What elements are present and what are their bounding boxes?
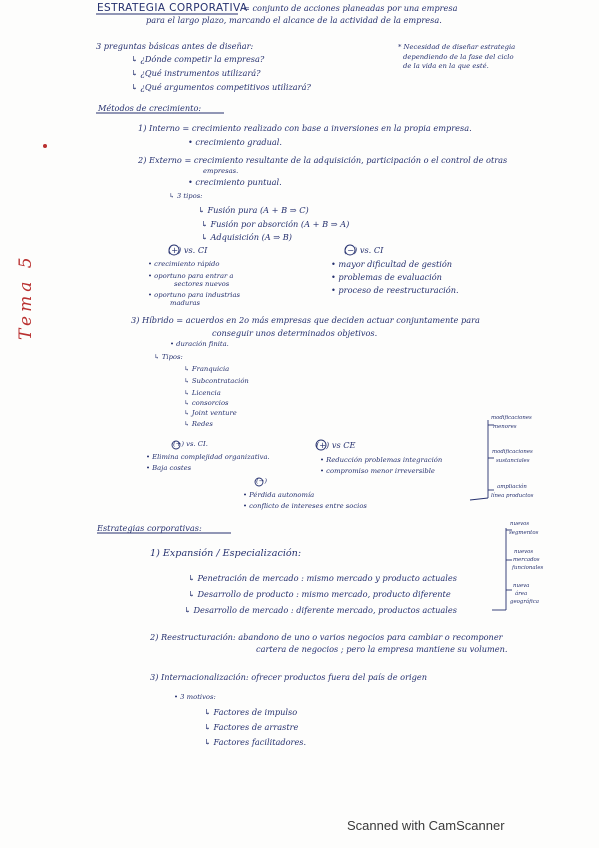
strategy-1c: ↳ Desarrollo de mercado : diferente mercado, productos actuales (184, 605, 457, 615)
strategies-heading: Estrategias corporativas: (97, 523, 202, 533)
cons-item-1: • mayor dificultad de gestión (331, 259, 453, 269)
cons-item-2: • problemas de evaluación (331, 272, 442, 282)
strategy-1a: ↳ Penetración de mercado : mismo mercado y producto actuales (188, 573, 457, 583)
external-type-3: ↳ Adquisición (A ⇒ B) (201, 232, 292, 242)
right-note-6-cont2: geográfica (510, 599, 539, 605)
right-note-5: nuevos (514, 549, 534, 555)
right-note-6-cont: área (515, 591, 528, 597)
right-note-5-cont2: funcionales (512, 565, 544, 571)
hybrid-type-2: ↳ Subcontratación (184, 377, 249, 385)
right-note-2: modificaciones (492, 449, 533, 455)
strategy-1: 1) Expansión / Especialización: (150, 548, 302, 559)
hybrid-duration: • duración finita. (170, 340, 229, 348)
external-growth: • crecimiento puntual. (188, 177, 282, 187)
hybrid-type-5: ↳ Joint venture (184, 409, 237, 417)
question-1: ↳ ¿Dónde competir la empresa? (131, 54, 265, 64)
plus-circle-3 (316, 440, 326, 450)
motive-1: ↳ Factores de impulso (204, 707, 298, 717)
side-note-line-2: dependiendo de la fase del ciclo (403, 53, 514, 61)
methods-heading: Métodos de crecimiento: (98, 103, 202, 113)
strategy-2-cont: cartera de negocios ; pero la empresa mantiene su volumen. (256, 644, 508, 654)
pros-item-1: • crecimiento rápido (148, 260, 220, 268)
pros-item-3-cont: maduras (170, 299, 201, 307)
cons-heading: (−) vs. CI (344, 245, 384, 255)
hybrid-cons-1: • Pérdida autonomía (243, 491, 315, 499)
side-note-line-3: de la vida en la que esté. (403, 62, 489, 70)
definition-line-1: = conjunto de acciones planeadas por una empresa (243, 3, 458, 13)
minus-circle-2 (255, 478, 263, 486)
strategy-1b: ↳ Desarrollo de producto : mismo mercado, producto diferente (188, 589, 451, 599)
strategy-3: 3) Internacionalización: ofrecer productos fuera del país de origen (150, 672, 427, 682)
pros-heading: (+) vs. CI (168, 245, 208, 255)
pros-item-3: • oportuno para industrias (148, 291, 241, 299)
hybrid-vs-ce-2: • compromiso menor irreversible (320, 467, 435, 475)
margin-topic-label: Tema 5 (16, 253, 36, 340)
hybrid-type-4: ↳ consorcios (184, 399, 229, 407)
right-note-3: ampliación (497, 484, 527, 490)
right-note-3-cont: línea productos (491, 493, 534, 499)
hybrid-vs-ce-heading: (+) vs CE (316, 440, 356, 450)
external-types-heading: ↳ 3 tipos: (169, 192, 203, 200)
hybrid-type-6: ↳ Redes (184, 420, 213, 428)
strategy-2: 2) Reestructuración: abandono de uno o varios negocios para cambiar o recomponer (150, 632, 503, 642)
hybrid-cons-heading: (−) (256, 477, 267, 485)
hybrid-definition-cont: conseguir unos determinados objetivos. (212, 328, 378, 338)
internal-growth: • crecimiento gradual. (188, 137, 282, 147)
definition-line-2: para el largo plazo, marcando el alcance de la actividad de la empresa. (146, 15, 442, 25)
question-2: ↳ ¿Qué instrumentos utilizará? (131, 68, 261, 78)
external-type-2: ↳ Fusión por absorción (A + B ⇒ A) (201, 219, 350, 229)
minus-circle-1 (345, 245, 355, 255)
hybrid-type-3: ↳ Licencia (184, 389, 221, 397)
right-note-4-cont: segmentos (509, 530, 539, 536)
external-type-1: ↳ Fusión pura (A + B ⇒ C) (198, 205, 309, 215)
page-title: ESTRATEGIA CORPORATIVA (97, 2, 248, 14)
scanner-watermark: Scanned with CamScanner (347, 818, 505, 833)
motive-3: ↳ Factores facilitadores. (204, 737, 307, 747)
cons-item-3: • proceso de reestructuración. (331, 285, 459, 295)
hybrid-cons-2: • conflicto de intereses entre socios (243, 502, 367, 510)
pros-item-2: • oportuno para entrar a (148, 272, 234, 280)
plus-circle-1 (169, 245, 179, 255)
side-note-line-1: * Necesidad de diseñar estrategia (398, 43, 516, 51)
internal-definition: 1) Interno = crecimiento realizado con base a inversiones en la propia empresa. (138, 123, 472, 133)
right-note-5-cont: mercados (513, 557, 540, 563)
motives-heading: • 3 motivos: (174, 693, 216, 701)
hybrid-pros-heading: (+) vs. CI. (173, 440, 208, 448)
hybrid-pros-2: • Baja costes (146, 464, 192, 472)
right-note-4: nuevos (510, 521, 530, 527)
right-note-1-cont: menores (493, 424, 517, 430)
hybrid-type-1: ↳ Franquicia (184, 365, 230, 373)
right-note-6: nueva (513, 583, 530, 589)
hybrid-pros-1: • Elimina complejidad organizativa. (146, 453, 270, 461)
external-definition: 2) Externo = crecimiento resultante de la adquisición, participación o el control de otras (138, 155, 508, 165)
questions-heading: 3 preguntas básicas antes de diseñar: (96, 41, 254, 51)
plus-circle-2 (172, 441, 180, 449)
external-definition-cont: empresas. (203, 167, 239, 175)
right-note-2-cont: sustanciales (496, 458, 530, 464)
question-3: ↳ ¿Qué argumentos competitivos utilizará? (131, 82, 311, 92)
hybrid-definition: 3) Híbrido = acuerdos en 2o más empresas que deciden actuar conjuntamente para (131, 315, 480, 325)
hybrid-vs-ce-1: • Reducción problemas integración (320, 456, 443, 464)
right-note-1: modificaciones (491, 415, 532, 421)
hybrid-types-heading: ↳ Tipos: (154, 353, 183, 361)
motive-2: ↳ Factores de arrastre (204, 722, 299, 732)
pros-item-2-cont: sectores nuevos (174, 280, 230, 288)
